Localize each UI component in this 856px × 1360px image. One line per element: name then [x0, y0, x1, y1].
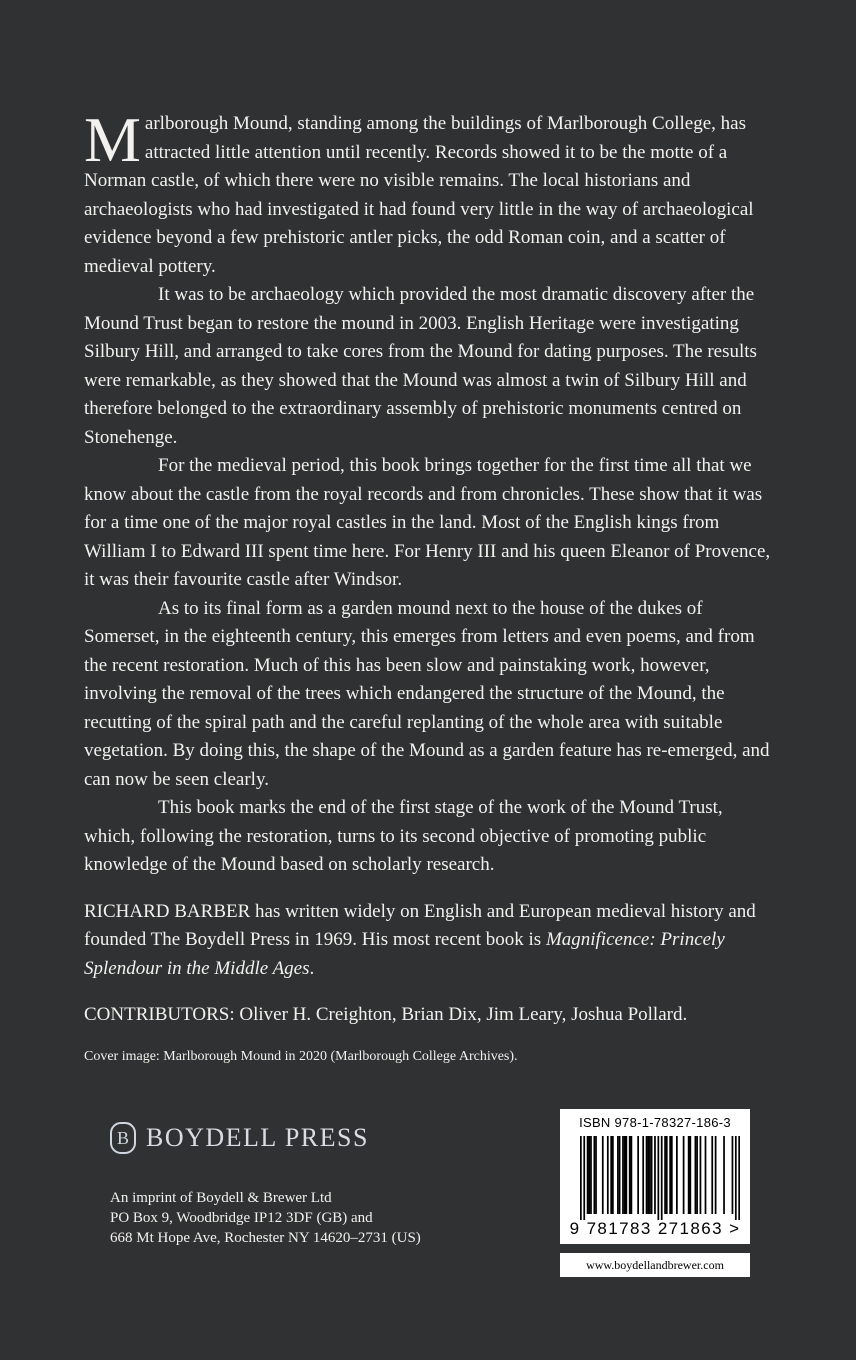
barcode-bar	[676, 1136, 678, 1214]
barcode-bar	[711, 1136, 713, 1214]
barcode-digits: 9 781783 271863 >	[569, 1219, 741, 1238]
barcode-bar	[622, 1136, 624, 1214]
barcode-bar	[624, 1136, 626, 1214]
address-line-2: PO Box 9, Woodbridge IP12 3DF (GB) and	[110, 1210, 373, 1226]
barcode-bar	[588, 1136, 590, 1214]
barcode-bar	[631, 1136, 633, 1214]
barcode-bar	[595, 1136, 597, 1214]
blurb-paragraph-4: As to its final form as a garden mound next to the house of the dukes of Somerset, in the eighteenth century, this emerges from letters and even poems, and from the recent restoration. Much of this has been slow and painstaking work, however, involving the removal of the trees which endangered the structure of the Mound, the recutting of the spiral path and the careful replanting of the whole area with suitable vegetation. By doing this, the shape of the Mound as a garden feature has re-emerged, and can now be seen clearly.	[84, 597, 770, 790]
barcode-bar	[580, 1136, 582, 1220]
barcode-bar	[664, 1136, 666, 1214]
website-url: www.boydellandbrewer.com	[560, 1253, 750, 1277]
barcode-bar	[688, 1136, 690, 1214]
barcode-bar	[602, 1136, 604, 1214]
barcode-bar	[683, 1136, 685, 1214]
barcode-bar	[689, 1136, 691, 1214]
contributors: CONTRIBUTORS: Oliver H. Creighton, Brian Dix, Jim Leary, Joshua Pollard.	[84, 1004, 688, 1025]
barcode-bars	[580, 1136, 740, 1220]
barcode-bar	[654, 1136, 656, 1214]
blurb-text	[84, 104, 774, 1067]
barcode-bar	[637, 1136, 639, 1214]
blurb-paragraph-1	[84, 104, 774, 281]
blurb-paragraph-3: For the medieval period, this book brings together for the first time all that we know about the castle from the royal records and from chronicles. These show that it was for a time one of the major royal castles in the land. Most of the English kings from William I to Edward III spent time here. For Henry III and his queen Eleanor of Provence, it was their favourite castle after Windsor.	[84, 455, 771, 590]
publisher-name: BOYDELL PRESS	[146, 1123, 369, 1152]
isbn-label: ISBN 978-1-78327-186-3	[579, 1115, 731, 1130]
barcode-bar	[669, 1136, 671, 1214]
barcode-bar	[732, 1136, 734, 1214]
author-bio-text: RICHARD BARBER has written widely on English and European medieval history and founded The Boydell Press in 1969. His most recent book is	[84, 900, 756, 950]
barcode-bar	[629, 1136, 631, 1214]
boydell-logo-icon	[110, 1122, 136, 1154]
barcode-bar	[625, 1136, 627, 1214]
barcode-bar	[661, 1136, 663, 1220]
book-title: Magnificence: Princely Splendour in the Middle Ages	[84, 929, 725, 979]
barcode-bar	[715, 1136, 717, 1214]
barcode-bar	[705, 1136, 707, 1214]
barcode-bar	[583, 1136, 585, 1220]
barcode-bar	[696, 1136, 698, 1214]
barcode-bar	[735, 1136, 737, 1220]
blurb-paragraph-2: It was to be archaeology which provided the most dramatic discovery after the Mound Trust began to restore the mound in 2003. English Heritage were investigating Silbury Hill, and arranged to take cores from the Mound for dating purposes. The results were remarkable, as they showed that the Mound was almost a twin of Silbury Hill and therefore belonged to the extraordinary assembly of prehistoric monuments centred on Stonehenge.	[84, 284, 757, 448]
author-bio	[84, 898, 774, 984]
barcode-bar	[610, 1136, 612, 1214]
address-line-1: An imprint of Boydell & Brewer Ltd	[110, 1190, 332, 1206]
cover-credit: Cover image: Marlborough Mound in 2020 (Marlborough College Archives).	[84, 1048, 518, 1064]
barcode-bar	[651, 1136, 653, 1214]
barcode-bar	[646, 1136, 648, 1214]
barcode-bar	[738, 1136, 740, 1220]
logo-letter: B	[116, 1127, 129, 1148]
barcode-bar	[593, 1136, 595, 1214]
barcode-bar	[619, 1136, 621, 1214]
barcode-bar	[666, 1136, 668, 1214]
barcode-bar	[617, 1136, 619, 1214]
barcode-bar	[723, 1136, 725, 1214]
paragraph-text: arlborough Mound, standing among the buildings of Marlborough College, has attracted little attention until recently. Records showed it to be the motte of a Norman castle, of which there were no visible remains. The local historians and archaeologists who had investigated it had found very little in the way of archaeological evidence beyond a few prehistoric antler picks, the odd Roman coin, and a scatter of medieval pottery.	[84, 113, 754, 277]
drop-cap: M	[84, 104, 141, 175]
barcode-bar	[590, 1136, 592, 1214]
barcode-bar	[612, 1136, 614, 1214]
barcode-bar	[695, 1136, 697, 1214]
blurb-paragraph-5: This book marks the end of the first stage of the work of the Mound Trust, which, following the restoration, turns to its second objective of promoting public knowledge of the Mound based on scholarly research.	[84, 797, 723, 875]
barcode-bar	[587, 1136, 589, 1214]
publisher-address	[110, 1188, 421, 1248]
barcode-bar	[607, 1136, 609, 1214]
barcode-bar	[671, 1136, 673, 1214]
barcode-bar	[657, 1136, 659, 1220]
barcode-bar	[642, 1136, 644, 1214]
barcode-bar	[647, 1136, 649, 1214]
address-line-3: 668 Mt Hope Ave, Rochester NY 14620–2731 (US)	[110, 1230, 421, 1246]
author-bio-end: .	[309, 957, 315, 979]
publisher-imprint	[110, 1122, 369, 1154]
barcode-bar	[649, 1136, 651, 1214]
barcode-bar	[700, 1136, 702, 1214]
isbn-barcode	[560, 1109, 750, 1244]
